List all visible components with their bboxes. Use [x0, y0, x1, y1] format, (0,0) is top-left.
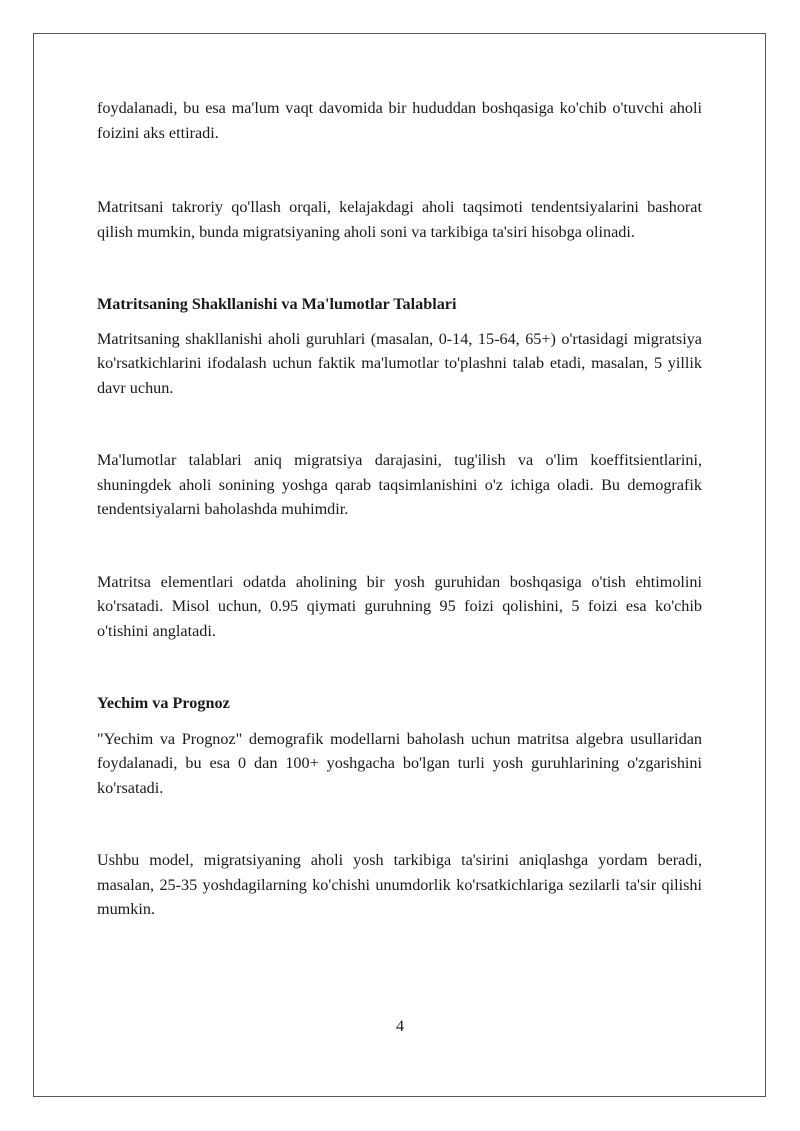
- paragraph-migration-percent: foydalanadi, bu esa ma'lum vaqt davomida bir hududdan boshqasiga ko'chib o'tuvchi aholi foizini aks ettiradi.: [97, 99, 702, 142]
- paragraph-forecast-trends: Matritsani takroriy qo'llash orqali, kelajakdagi aholi taqsimoti tendentsiyalarini bashorat qilish mumkin, bunda migratsiyaning aholi soni va tarkibiga ta'siri hisobga olinadi.: [97, 198, 702, 241]
- page-number: 4: [395, 1017, 405, 1035]
- paragraph-model-impact: Ushbu model, migratsiyaning aholi yosh tarkibiga ta'sirini aniqlashga yordam beradi, masalan, 25-35 yoshdagilarning ko'chishi unumdorlik ko'rsatkichlariga sezilarli ta'sir qilishi mumkin.: [97, 851, 702, 918]
- paragraph-solution-forecast: "Yechim va Prognoz" demografik modellarni baholash uchun matritsa algebra usullaridan foydalanadi, bu esa 0 dan 100+ yoshgacha bo'lgan turli yosh guruhlarining o'zgarishini ko'rsatadi.: [97, 729, 702, 797]
- section-heading-solution-forecast: Yechim va Prognoz: [97, 694, 230, 712]
- paragraph-matrix-formation: Matritsaning shakllanishi aholi guruhlari (masalan, 0-14, 15-64, 65+) o'rtasidagi migratsiya ko'rsatkichlarini ifodalash uchun faktik ma'lumotlar to'plashni talab etadi, masalan, 5 yillik davr uchun.: [97, 329, 702, 397]
- paragraph-data-requirements: Ma'lumotlar talablari aniq migratsiya darajasini, tug'ilish va o'lim koeffitsientlarini, shuningdek aholi sonining yoshga qarab taqsimlanishini o'z ichiga oladi. Bu demografik tendentsiyalarni baholashda muhimdir.: [97, 451, 702, 518]
- section-heading-matrix-formation: Matritsaning Shakllanishi va Ma'lumotlar Talablari: [97, 295, 457, 313]
- document-body: [97, 96, 702, 922]
- paragraph-matrix-elements: Matritsa elementlari odatda aholining bir yosh guruhidan boshqasiga o'tish ehtimolini ko'rsatadi. Misol uchun, 0.95 qiymati guruhning 95 foizi qolishini, 5 foizi esa ko'chib o'tishini anglatadi.: [97, 572, 702, 640]
